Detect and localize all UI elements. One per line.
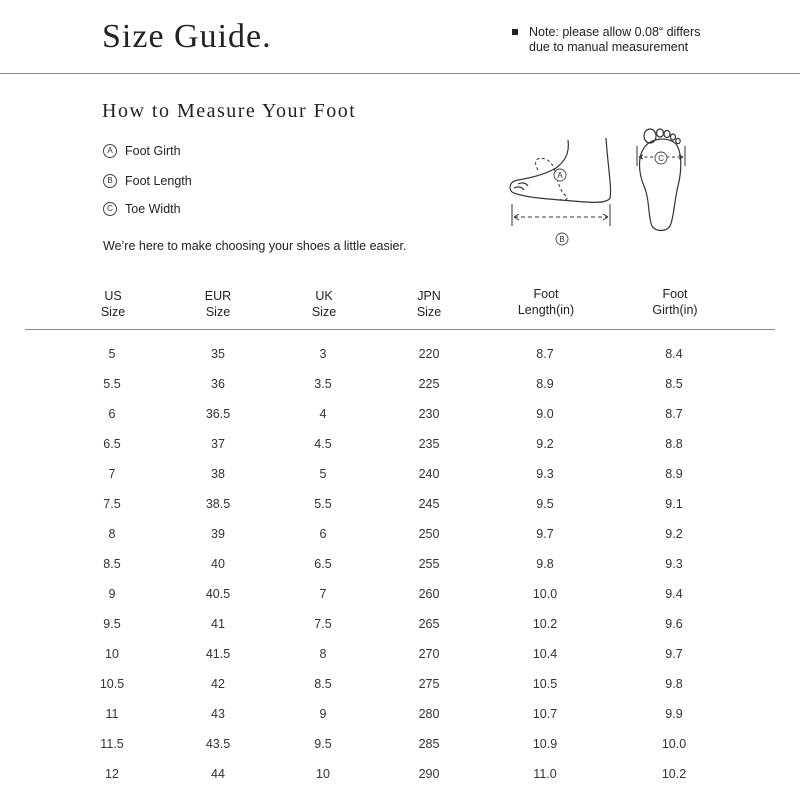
uk-size-cell: 3.5: [314, 377, 332, 391]
foot-measurement-diagram: [500, 122, 700, 252]
table-row: [0, 699, 800, 729]
table-row: [0, 489, 800, 519]
table-row: [0, 369, 800, 399]
eur-size-cell: 42: [211, 677, 225, 691]
size-table-header: [0, 288, 800, 324]
uk-size-cell: 4.5: [314, 437, 332, 451]
foot-length-cell: 9.3: [536, 467, 554, 481]
uk-size-cell: 6: [319, 527, 327, 541]
jpn-size-cell: 225: [418, 377, 440, 391]
jpn-size-cell: 255: [418, 557, 440, 571]
foot-length-cell: 10.7: [532, 707, 558, 721]
jpn-size-cell: 260: [418, 587, 440, 601]
foot-length-cell: 10.2: [532, 617, 558, 631]
length-dashed-arrow: [512, 204, 610, 226]
eur-size-cell: 43.5: [205, 737, 231, 751]
header-jpn-size: JPN Size: [416, 289, 442, 319]
eur-size-cell: 38: [211, 467, 225, 481]
jpn-size-cell: 235: [418, 437, 440, 451]
table-row: [0, 339, 800, 369]
diagram-label-b: B: [559, 235, 565, 244]
table-divider: [25, 329, 775, 330]
us-size-cell: 8.5: [103, 557, 121, 571]
jpn-size-cell: 275: [418, 677, 440, 691]
table-row: [0, 639, 800, 669]
square-bullet-icon: [512, 29, 518, 35]
foot-length-cell: 9.8: [536, 557, 554, 571]
eur-size-cell: 41.5: [205, 647, 231, 661]
uk-size-cell: 7: [319, 587, 327, 601]
note-line-2: due to manual measurement: [529, 40, 689, 54]
eur-size-cell: 40: [211, 557, 225, 571]
uk-size-cell: 5.5: [314, 497, 332, 511]
eur-size-cell: 37: [211, 437, 225, 451]
table-row: [0, 519, 800, 549]
uk-size-cell: 9.5: [314, 737, 332, 751]
table-row: [0, 429, 800, 459]
foot-length-cell: 9.2: [536, 437, 554, 451]
uk-size-cell: 5: [319, 467, 327, 481]
eur-size-cell: 36.5: [205, 407, 231, 421]
jpn-size-cell: 250: [418, 527, 440, 541]
table-row: [0, 459, 800, 489]
foot-length-cell: 9.0: [536, 407, 554, 421]
size-table-body: [0, 339, 800, 789]
us-size-cell: 8: [108, 527, 116, 541]
eur-size-cell: 38.5: [205, 497, 231, 511]
eur-size-cell: 40.5: [205, 587, 231, 601]
eur-size-cell: 44: [211, 767, 225, 781]
foot-girth-cell: 8.7: [665, 407, 683, 421]
table-row: [0, 579, 800, 609]
foot-length-cell: 8.7: [536, 347, 554, 361]
us-size-cell: 11.5: [100, 737, 124, 751]
us-size-cell: 9: [108, 587, 116, 601]
table-row: [0, 549, 800, 579]
jpn-size-cell: 270: [418, 647, 440, 661]
jpn-size-cell: 265: [418, 617, 440, 631]
header-divider: [0, 73, 800, 74]
us-size-cell: 5.5: [103, 377, 121, 391]
legend-label: Foot Length: [125, 174, 192, 188]
page-title: Size Guide.: [102, 18, 272, 55]
foot-girth-cell: 9.6: [665, 617, 683, 631]
uk-size-cell: 8: [319, 647, 327, 661]
circled-letter-b-icon: B: [103, 174, 117, 188]
header-uk-size: UK Size: [311, 289, 337, 319]
header-foot-length: Foot Length(in): [517, 287, 575, 317]
foot-length-cell: 9.5: [536, 497, 554, 511]
foot-length-cell: 10.5: [532, 677, 558, 691]
header-foot-girth: Foot Girth(in): [652, 287, 698, 317]
legend-label: Foot Girth: [125, 144, 181, 158]
eur-size-cell: 39: [211, 527, 225, 541]
jpn-size-cell: 245: [418, 497, 440, 511]
eur-size-cell: 35: [211, 347, 225, 361]
jpn-size-cell: 240: [418, 467, 440, 481]
table-row: [0, 399, 800, 429]
diagram-label-a: A: [557, 171, 563, 180]
foot-length-cell: 8.9: [536, 377, 554, 391]
uk-size-cell: 10: [316, 767, 330, 781]
uk-size-cell: 9: [319, 707, 327, 721]
foot-girth-cell: 10.2: [661, 767, 687, 781]
eur-size-cell: 36: [211, 377, 225, 391]
uk-size-cell: 8.5: [314, 677, 332, 691]
circled-letter-c-icon: C: [103, 202, 117, 216]
eur-size-cell: 43: [211, 707, 225, 721]
legend-item-foot-length: [103, 174, 192, 188]
table-row: [0, 669, 800, 699]
foot-girth-cell: 8.8: [665, 437, 683, 451]
foot-girth-cell: 8.5: [665, 377, 683, 391]
circled-letter-a-icon: A: [103, 144, 117, 158]
foot-length-cell: 9.7: [536, 527, 554, 541]
jpn-size-cell: 285: [418, 737, 440, 751]
note-line-1: Note: please allow 0.08“ differs: [529, 25, 701, 39]
uk-size-cell: 4: [319, 407, 327, 421]
table-row: [0, 609, 800, 639]
foot-girth-cell: 10.0: [661, 737, 687, 751]
foot-length-cell: 10.9: [532, 737, 558, 751]
header-eur-size: EUR Size: [204, 289, 232, 319]
foot-length-cell: 10.0: [532, 587, 558, 601]
us-size-cell: 5: [108, 347, 116, 361]
foot-girth-cell: 9.7: [665, 647, 683, 661]
us-size-cell: 6.5: [103, 437, 121, 451]
table-row: [0, 759, 800, 789]
jpn-size-cell: 290: [418, 767, 440, 781]
header-us-size: US Size: [100, 289, 126, 319]
foot-girth-cell: 9.1: [665, 497, 683, 511]
jpn-size-cell: 230: [418, 407, 440, 421]
us-size-cell: 9.5: [103, 617, 121, 631]
foot-girth-cell: 8.9: [665, 467, 683, 481]
foot-girth-cell: 8.4: [665, 347, 683, 361]
us-size-cell: 7.5: [103, 497, 121, 511]
foot-girth-cell: 9.9: [665, 707, 683, 721]
us-size-cell: 6: [108, 407, 116, 421]
jpn-size-cell: 280: [418, 707, 440, 721]
foot-length-cell: 11.0: [533, 767, 557, 781]
table-row: [0, 729, 800, 759]
legend-label: Toe Width: [125, 202, 181, 216]
foot-girth-cell: 9.2: [665, 527, 683, 541]
foot-girth-cell: 9.3: [665, 557, 683, 571]
legend-item-toe-width: [103, 202, 181, 216]
uk-size-cell: 6.5: [314, 557, 332, 571]
foot-length-cell: 10.4: [532, 647, 558, 661]
foot-girth-cell: 9.4: [665, 587, 683, 601]
us-size-cell: 10.5: [99, 677, 125, 691]
legend-item-foot-girth: [103, 144, 181, 158]
us-size-cell: 11: [105, 707, 119, 721]
uk-size-cell: 3: [319, 347, 327, 361]
us-size-cell: 12: [105, 767, 119, 781]
us-size-cell: 7: [108, 467, 116, 481]
uk-size-cell: 7.5: [314, 617, 332, 631]
foot-sole-icon: [640, 129, 681, 231]
foot-girth-cell: 9.8: [665, 677, 683, 691]
eur-size-cell: 41: [211, 617, 225, 631]
intro-text: We’re here to make choosing your shoes a little easier.: [103, 239, 407, 253]
measure-heading: How to Measure Your Foot: [102, 100, 357, 122]
jpn-size-cell: 220: [418, 347, 440, 361]
us-size-cell: 10: [105, 647, 119, 661]
diagram-label-c: C: [658, 154, 664, 163]
